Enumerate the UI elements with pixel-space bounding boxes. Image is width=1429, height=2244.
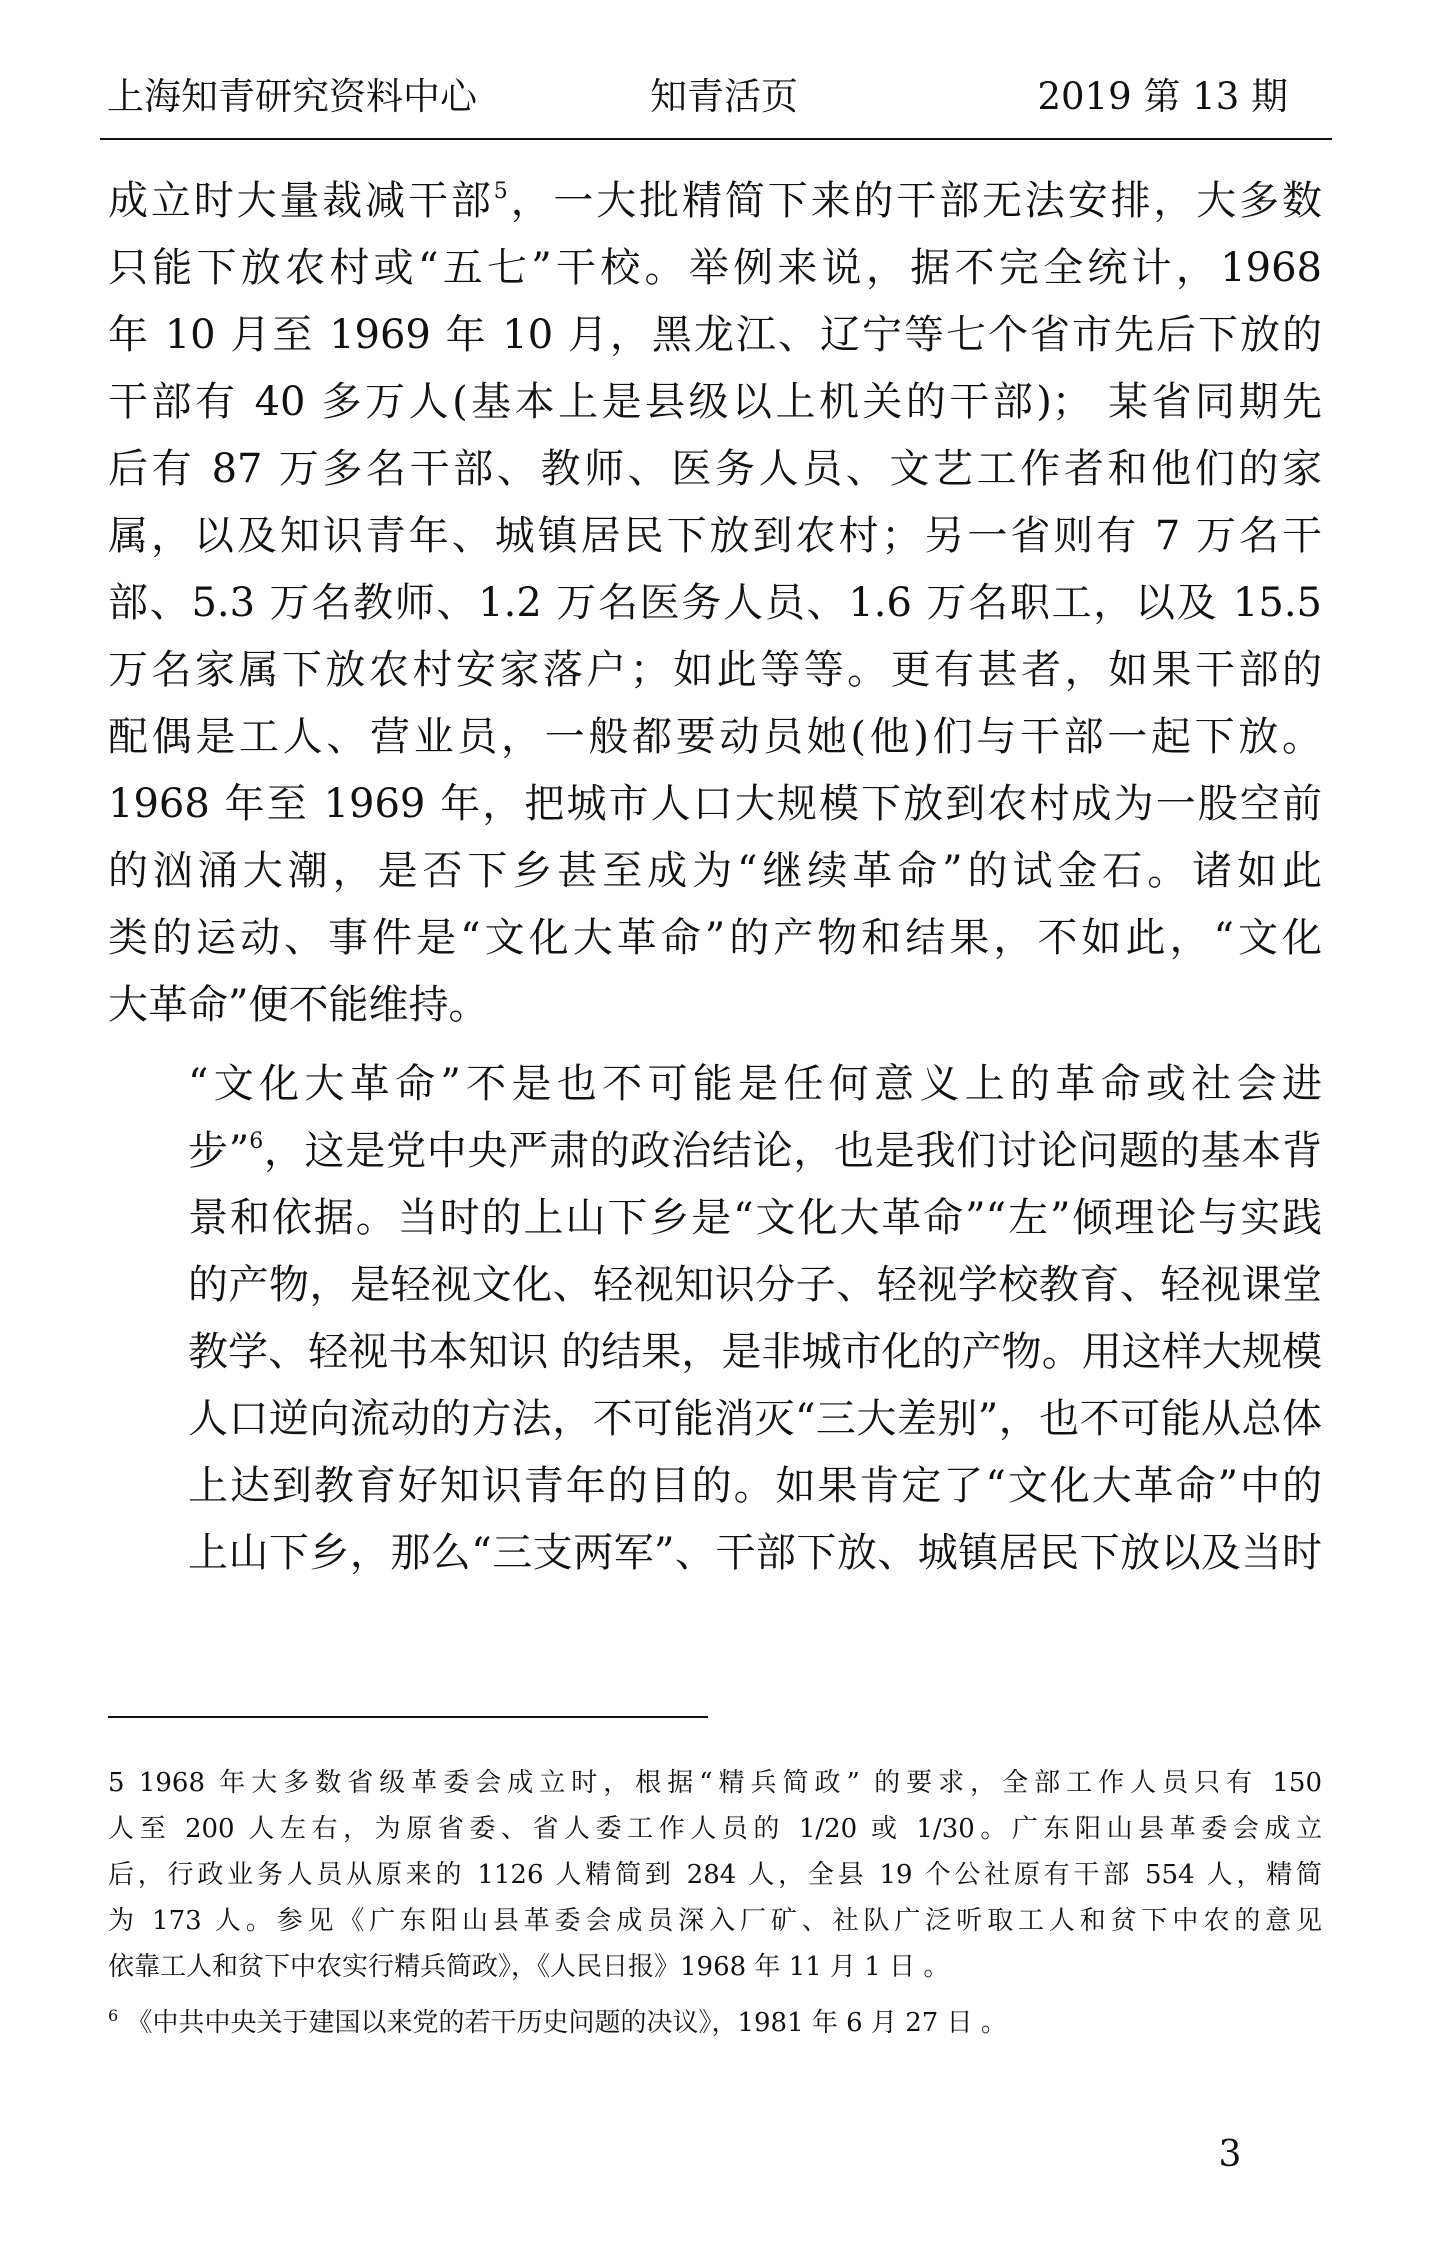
footnote-6	[108, 2000, 1322, 2046]
text-line: 人口逆向流动的方法，不可能消灭“三大差别”，也不可能从总体	[188, 1396, 1322, 1442]
footnote-ref-5[interactable]: 5	[493, 179, 508, 204]
text-line: 成立时大量裁减干部$^5$，一大批精简下来的干部无法安排，大多数	[108, 178, 1323, 224]
text-line: 年 10 月至 1969 年 10 月，黑龙江、辽宁等七个省市先后下放的	[108, 312, 1322, 358]
header-issue: 2019 第 13 期	[1037, 75, 1288, 118]
text-line: 配偶是工人、营业员，一般都要动员她(他)们与干部一起下放。	[108, 714, 1322, 760]
footnote-line: 后，行政业务人员从原来的 1126 人精简到 284 人，全县 19 个公社原有干部 554 人，精简	[108, 1860, 1322, 1890]
text-line: 只能下放农村或“五七”干校。举例来说，据不完全统计，1968	[108, 245, 1322, 291]
text-line: 1968 年至 1969 年，把城市人口大规模下放到农村成为一股空前	[108, 781, 1322, 827]
footnote-ref-6[interactable]: 6	[249, 1129, 264, 1154]
text-line: 部、5.3 万名教师、1.2 万名医务人员、1.6 万名职工，以及 15.5	[108, 580, 1322, 626]
text-line: 上山下乡，那么“三支两军”、干部下放、城镇居民下放以及当时	[188, 1530, 1322, 1576]
text-line: 后有 87 万多名干部、教师、医务人员、文艺工作者和他们的家	[108, 446, 1322, 492]
footnote-line: 人至 200 人左右，为原省委、省人委工作人员的 1/20 或 1/30。广东阳山县革委会成立	[108, 1814, 1322, 1844]
main-body	[108, 168, 1322, 1587]
paragraph-2	[108, 1051, 1322, 1587]
text-line: 干部有 40 多万人(基本上是县级以上机关的干部)； 某省同期先	[108, 379, 1322, 425]
footnote-5	[108, 1760, 1322, 1990]
footnote-number: 6	[108, 2006, 119, 2025]
footnotes	[108, 1760, 1322, 2056]
footnote-line: 5 1968 年大多数省级革委会成立时，根据“精兵简政” 的要求，全部工作人员只有 150	[108, 1768, 1322, 1798]
header-source: 上海知青研究资料中心	[107, 75, 477, 118]
page-header	[100, 62, 1332, 132]
header-divider	[100, 138, 1332, 140]
paragraph-1	[108, 168, 1322, 1039]
text-line: 属，以及知识青年、城镇居民下放到农村；另一省则有 7 万名干	[108, 513, 1322, 559]
header-publication: 知青活页	[650, 75, 798, 118]
text-line: 教学、轻视书本知识 的结果，是非城市化的产物。用这样大规模	[188, 1329, 1322, 1375]
footnote-line: 为 173 人。参见《广东阳山县革委会成员深入厂矿、社队广泛听取工人和贫下中农的意见	[108, 1906, 1322, 1936]
text-line: 万名家属下放农村安家落户；如此等等。更有甚者，如果干部的	[108, 647, 1322, 693]
text-line: 的汹涌大潮，是否下乡甚至成为“继续革命”的试金石。诸如此	[108, 848, 1322, 894]
text-line: 大革命”便不能维持。	[108, 982, 489, 1028]
footnote-line: $^6$ 《中共中央关于建国以来党的若干历史问题的决议》，1981 年 6 月 27 日 。	[108, 2006, 1007, 2038]
footnote-number: 5	[108, 1768, 125, 1798]
text-line: 上达到教育好知识青年的目的。如果肯定了“文化大革命”中的	[188, 1463, 1322, 1509]
text-line: 的产物，是轻视文化、轻视知识分子、轻视学校教育、轻视课堂	[188, 1262, 1322, 1308]
page-number: 3	[1218, 2134, 1242, 2175]
text-line: 步”$^6$，这是党中央严肃的政治结论，也是我们讨论问题的基本背	[188, 1128, 1323, 1174]
text-line: “文化大革命”不是也不可能是任何意义上的革命或社会进	[188, 1061, 1322, 1107]
footnote-line: 依靠工人和贫下中农实行精兵简政》，《人民日报》1968 年 11 月 1 日 。	[108, 1952, 950, 1982]
text-line: 类的运动、事件是“文化大革命”的产物和结果，不如此，“文化	[108, 915, 1322, 961]
text-line: 景和依据。当时的上山下乡是“文化大革命”“左”倾理论与实践	[188, 1195, 1322, 1241]
footnote-divider	[108, 1716, 708, 1718]
